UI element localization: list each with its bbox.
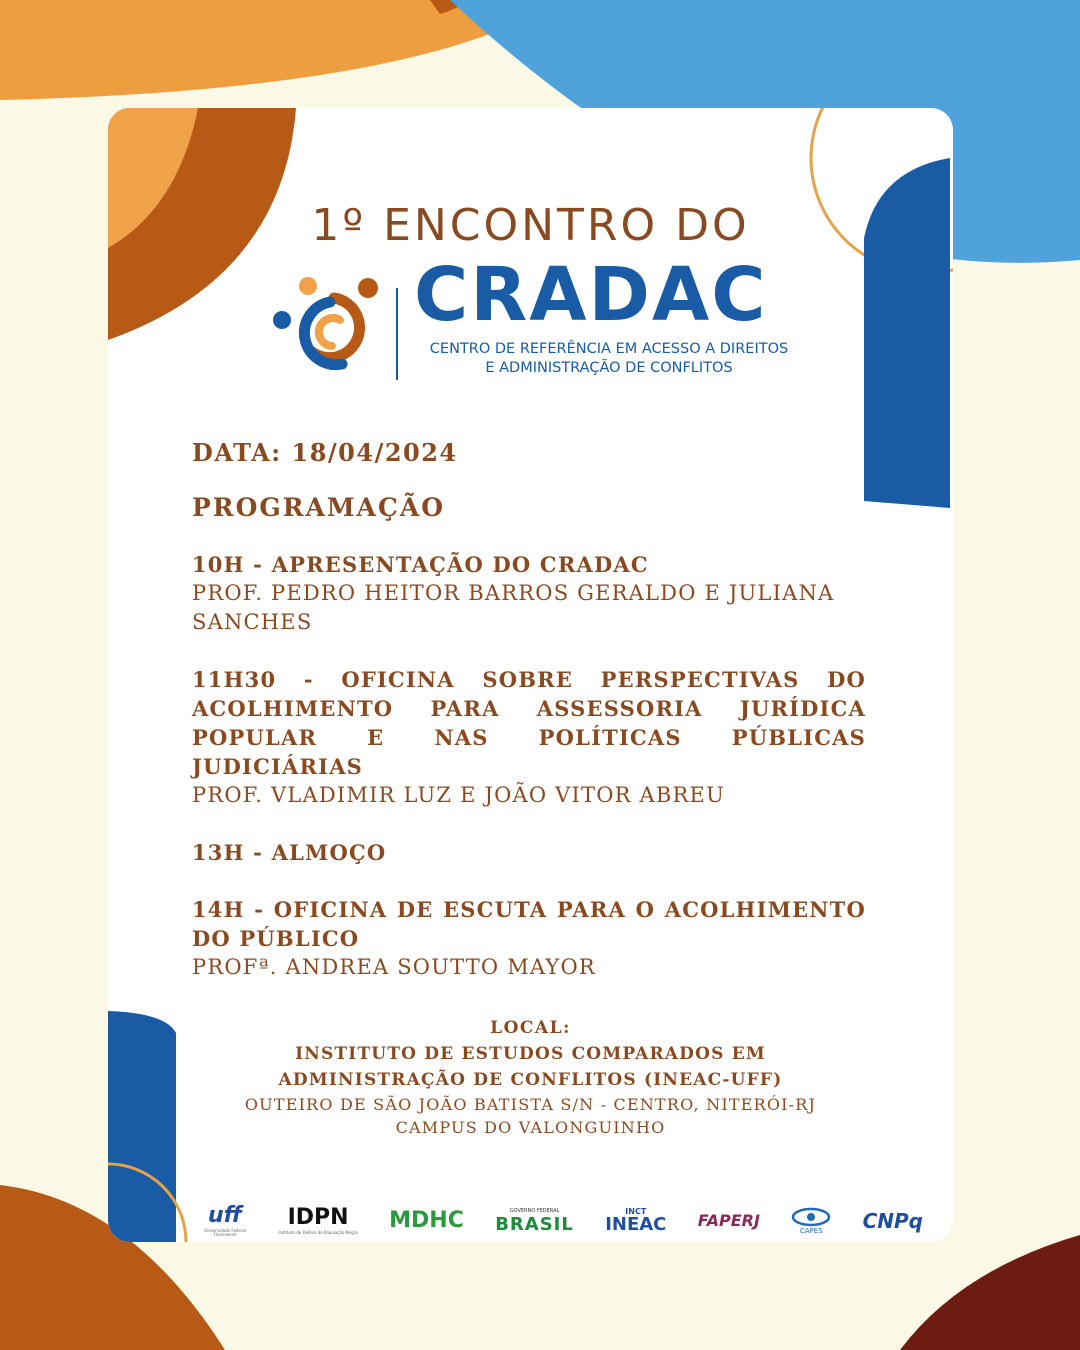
schedule-item-speaker: PROF. VLADIMIR LUZ E JOÃO VITOR ABREU bbox=[192, 783, 725, 807]
schedule-item bbox=[192, 838, 866, 867]
program-heading: PROGRAMAÇÃO bbox=[192, 493, 446, 522]
location-label: LOCAL: bbox=[490, 1018, 571, 1038]
bg-darkred-bottom-right bbox=[900, 1235, 1080, 1350]
brand-name: CRADAC bbox=[414, 252, 768, 338]
governo-federal-logo: GOVERNO FEDERAL BRASIL bbox=[495, 1207, 574, 1235]
schedule-item-title: 14H - OFICINA DE ESCUTA PARA O ACOLHIMENTO DO PÚBLICO bbox=[192, 897, 866, 951]
location-name-line1: INSTITUTO DE ESTUDOS COMPARADOS EM bbox=[295, 1044, 766, 1064]
capes-logo: CAPES bbox=[791, 1207, 831, 1235]
schedule-item-title: 13H - ALMOÇO bbox=[192, 840, 387, 865]
event-date: DATA: 18/04/2024 bbox=[192, 438, 458, 467]
brand-subtitle bbox=[414, 340, 804, 378]
cradac-logo-icon bbox=[272, 272, 382, 378]
idpn-logo: IDPN Instituto de Defesa da População Negra bbox=[278, 1205, 358, 1235]
brand-subtitle-line2: E ADMINISTRAÇÃO DE CONFLITOS bbox=[485, 360, 733, 376]
schedule-item bbox=[192, 665, 866, 810]
schedule-item bbox=[192, 895, 866, 982]
schedule-item-speaker: PROF. PEDRO HEITOR BARROS GERALDO E JULIANA SANCHES bbox=[192, 581, 835, 634]
faperj-logo: FAPERJ bbox=[697, 1211, 760, 1230]
schedule-item-title: 10H - APRESENTAÇÃO DO CRADAC bbox=[192, 552, 649, 577]
schedule-item-speaker: PROFª. ANDREA SOUTTO MAYOR bbox=[192, 955, 596, 979]
flyer-card bbox=[108, 108, 953, 1242]
capes-eye-icon bbox=[791, 1207, 831, 1227]
location-address-line1: OUTEIRO DE SÃO JOÃO BATISTA S/N - CENTRO, NITERÓI-RJ bbox=[244, 1095, 817, 1114]
sponsor-logos bbox=[203, 1200, 923, 1242]
cnpq-logo: CNPq bbox=[862, 1209, 923, 1233]
event-title: 1º ENCONTRO DO bbox=[311, 200, 750, 251]
logo-divider bbox=[396, 288, 398, 380]
uff-logo: uff Universidade Federal Fluminense bbox=[203, 1203, 247, 1237]
mdhc-logo: MDHC bbox=[389, 1208, 464, 1233]
ineac-logo: INCT INEAC bbox=[605, 1207, 667, 1235]
brand-subtitle-line1: CENTRO DE REFERÊNCIA EM ACESSO A DIREITOS bbox=[429, 341, 789, 357]
schedule-item bbox=[192, 550, 866, 637]
location-name-line2: ADMINISTRAÇÃO DE CONFLITOS (INEAC-UFF) bbox=[278, 1070, 783, 1090]
schedule-item-title: 11H30 - OFICINA SOBRE PERSPECTIVAS DO ACOLHIMENTO PARA ASSESSORIA JURÍDICA POPULAR E NAS POLÍTICAS PÚBLICAS JUDICIÁRIAS bbox=[192, 667, 866, 779]
location-block bbox=[108, 1016, 953, 1139]
program-content bbox=[192, 438, 866, 982]
location-address-line2: CAMPUS DO VALONGUINHO bbox=[395, 1118, 666, 1137]
